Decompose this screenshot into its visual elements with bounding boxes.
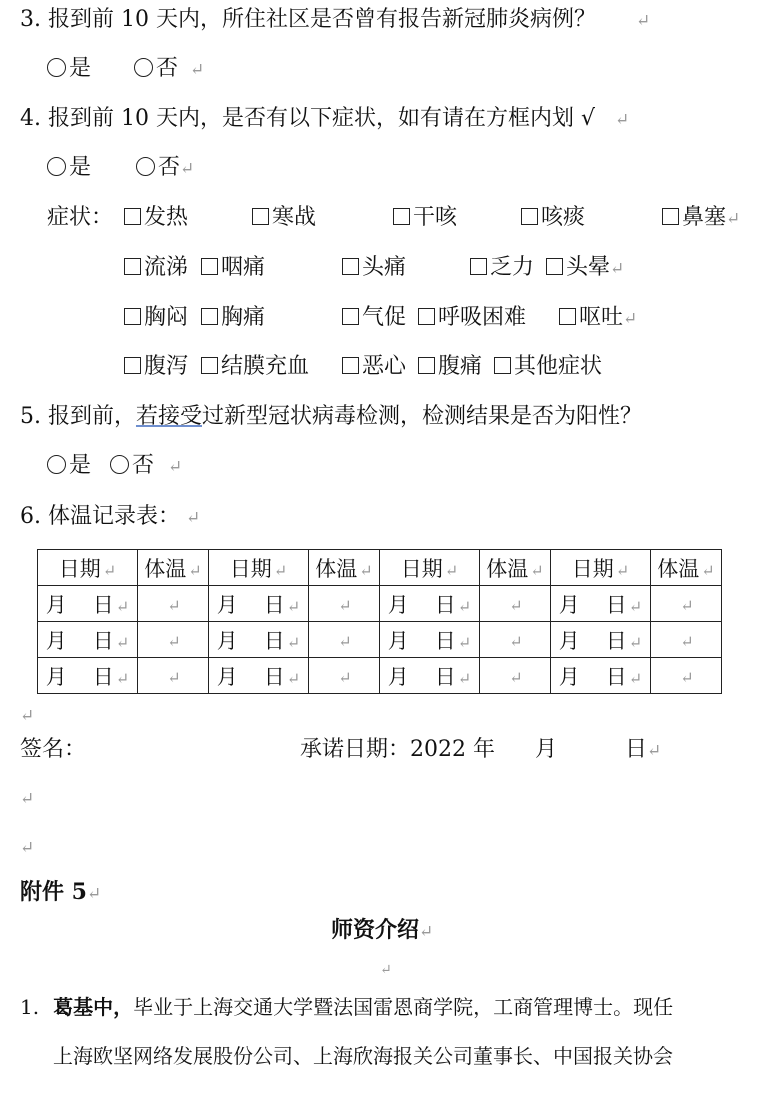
checkbox[interactable] — [342, 308, 359, 325]
promise-date: 承诺日期：2022 年 月 日↵ — [300, 737, 662, 762]
symptom-item[interactable] — [201, 352, 309, 382]
header-date: 日期 ↵ — [209, 550, 309, 586]
header-temp: 体温 ↵ — [138, 550, 209, 586]
date-cell[interactable]: 月 日 ↵ — [209, 586, 309, 622]
checkbox[interactable] — [662, 208, 679, 225]
symptom-item[interactable] — [418, 303, 526, 333]
bio-line-1 — [20, 992, 673, 1022]
option-no-label: 否 — [132, 453, 155, 478]
symptom-label: 腹痛 — [438, 354, 483, 379]
radio-no[interactable] — [134, 58, 153, 77]
checkbox[interactable] — [494, 357, 511, 374]
paragraph-mark: ↵ — [635, 11, 651, 31]
empty-paragraph: ↵ — [20, 789, 35, 809]
symptom-item[interactable] — [521, 203, 585, 233]
question-6 — [20, 502, 200, 533]
bio-text-1: 毕业于上海交通大学暨法国雷恩商学院，工商管理博士。现任 — [133, 995, 674, 1019]
paragraph-mark: ↵ — [623, 309, 638, 329]
temp-cell[interactable]: ↵ — [651, 586, 722, 622]
date-cell[interactable]: 月 日 ↵ — [380, 586, 480, 622]
bio-line-2 — [53, 1041, 673, 1071]
date-cell[interactable]: 月 日 ↵ — [551, 622, 651, 658]
symptom-label: 胸闷 — [144, 305, 189, 330]
symptom-item[interactable] — [342, 352, 406, 382]
symptom-item[interactable] — [662, 203, 740, 234]
temp-cell[interactable]: ↵ — [138, 586, 209, 622]
option-yes-label: 是 — [69, 56, 92, 81]
date-cell[interactable]: 月 日 ↵ — [551, 586, 651, 622]
bio-name: 葛基中， — [53, 995, 134, 1019]
symptom-item[interactable] — [342, 303, 406, 333]
empty-paragraph: ↵ — [20, 838, 35, 858]
symptom-label: 乏力 — [490, 255, 535, 280]
option-yes-label: 是 — [69, 453, 92, 478]
date-cell[interactable]: 月 日 ↵ — [38, 622, 138, 658]
symptom-label: 发热 — [144, 205, 189, 230]
symptom-item[interactable] — [342, 253, 406, 283]
symptom-label: 咳痰 — [541, 205, 586, 230]
symptom-item[interactable] — [124, 203, 188, 233]
question-4-text: 4. 报到前 10 天内，是否有以下症状，如有请在方框内划 √ — [20, 106, 595, 131]
symptom-label: 头痛 — [362, 255, 407, 280]
date-cell[interactable]: 月 日 ↵ — [551, 658, 651, 694]
symptom-item[interactable] — [418, 352, 482, 382]
question-5-suffix: 过新型冠状病毒检测，检测结果是否为阳性？ — [202, 404, 643, 429]
option-yes-label: 是 — [69, 155, 92, 180]
symptom-item[interactable] — [124, 253, 188, 283]
date-cell[interactable]: 月 日 ↵ — [38, 658, 138, 694]
checkbox[interactable] — [201, 308, 218, 325]
checkbox[interactable] — [559, 308, 576, 325]
paragraph-mark: ↵ — [614, 110, 630, 130]
symptoms-label: 症状： — [47, 205, 114, 230]
checkbox[interactable] — [342, 357, 359, 374]
paragraph-mark: ↵ — [726, 209, 741, 229]
symptom-item[interactable] — [494, 352, 602, 382]
paragraph-mark: ↵ — [610, 259, 625, 279]
symptom-label: 鼻塞 — [682, 205, 727, 230]
empty-paragraph: ↵ — [20, 706, 35, 726]
bio-number: 1. — [20, 995, 40, 1019]
header-date: 日期 ↵ — [380, 550, 480, 586]
table-row — [38, 658, 722, 694]
symptom-label: 其他症状 — [514, 354, 603, 379]
temp-cell[interactable]: ↵ — [480, 658, 551, 694]
header-date: 日期 ↵ — [551, 550, 651, 586]
radio-yes[interactable] — [47, 157, 66, 176]
symptom-label: 干咳 — [413, 205, 458, 230]
promise-date-day: 日 — [625, 737, 648, 762]
question-4-options — [47, 153, 194, 184]
paragraph-mark: ↵ — [185, 508, 201, 528]
checkbox[interactable] — [124, 208, 141, 225]
question-6-text: 6. 体温记录表： — [20, 504, 180, 529]
checkbox[interactable] — [470, 258, 487, 275]
checkbox[interactable] — [418, 357, 435, 374]
symptom-label: 结膜充血 — [221, 354, 310, 379]
question-3-text: 3. 报到前 10 天内，所住社区是否曾有报告新冠肺炎病例？ — [20, 7, 596, 32]
checkbox[interactable] — [393, 208, 410, 225]
symptom-item[interactable] — [201, 253, 265, 283]
temperature-table — [37, 549, 722, 694]
bio-text-2: 上海欧坚网络发展股份公司、上海欣海报关公司董事长、中国报关协会 — [53, 1044, 673, 1068]
symptom-item[interactable] — [201, 303, 265, 333]
symptom-label: 呕吐 — [579, 305, 624, 330]
checkbox[interactable] — [201, 357, 218, 374]
symptom-item[interactable] — [124, 352, 188, 382]
symptom-label: 腹泻 — [144, 354, 189, 379]
temp-cell[interactable]: ↵ — [309, 586, 380, 622]
temp-cell[interactable]: ↵ — [138, 622, 209, 658]
header-temp: 体温 ↵ — [480, 550, 551, 586]
question-5-underlined: 若接受 — [135, 404, 202, 429]
symptom-label: 恶心 — [362, 354, 407, 379]
checkbox[interactable] — [418, 308, 435, 325]
symptom-label: 头晕 — [566, 255, 611, 280]
date-cell[interactable]: 月 日 ↵ — [209, 622, 309, 658]
symptoms-row-1 — [47, 203, 113, 233]
paragraph-mark: ↵ — [190, 60, 205, 80]
radio-yes[interactable] — [47, 455, 66, 474]
checkbox[interactable] — [124, 308, 141, 325]
temp-cell[interactable]: ↵ — [480, 622, 551, 658]
temp-cell[interactable]: ↵ — [309, 658, 380, 694]
date-cell[interactable]: 月 日 ↵ — [380, 622, 480, 658]
promise-date-label: 承诺日期：2022 年 — [300, 737, 495, 762]
question-3-options — [47, 54, 204, 85]
radio-no[interactable] — [110, 455, 129, 474]
question-3 — [20, 5, 650, 36]
checkbox[interactable] — [546, 258, 563, 275]
symptom-label: 呼吸困难 — [438, 305, 527, 330]
date-cell[interactable]: 月 日 ↵ — [380, 658, 480, 694]
temp-cell[interactable]: ↵ — [651, 622, 722, 658]
option-no-label: 否 — [156, 56, 179, 81]
table-row — [38, 622, 722, 658]
symptom-item[interactable] — [124, 303, 188, 333]
symptom-label: 流涕 — [144, 255, 189, 280]
attachment-label: 附件 5↵ — [20, 879, 102, 905]
symptom-label: 气促 — [362, 305, 407, 330]
signature-label: 签名： — [20, 737, 87, 762]
symptom-label: 咽痛 — [221, 255, 266, 280]
question-5-options — [47, 451, 182, 482]
header-date: 日期 ↵ — [38, 550, 138, 586]
checkbox[interactable] — [201, 258, 218, 275]
paragraph-mark: ↵ — [180, 159, 195, 179]
symptom-item[interactable] — [470, 253, 534, 283]
symptom-item[interactable] — [393, 203, 457, 233]
header-temp: 体温 ↵ — [309, 550, 380, 586]
question-5-prefix: 5. 报到前， — [20, 404, 136, 429]
symptom-item[interactable] — [559, 303, 637, 334]
checkbox[interactable] — [124, 357, 141, 374]
symptom-label: 寒战 — [272, 205, 317, 230]
temp-cell[interactable]: ↵ — [480, 586, 551, 622]
table-row — [38, 586, 722, 622]
promise-date-month: 月 — [534, 737, 557, 762]
paragraph-mark: ↵ — [168, 457, 183, 477]
section-title: 师资介绍↵ — [331, 917, 434, 943]
checkbox[interactable] — [252, 208, 269, 225]
checkbox[interactable] — [521, 208, 538, 225]
checkbox[interactable] — [124, 258, 141, 275]
checkbox[interactable] — [342, 258, 359, 275]
temp-cell[interactable]: ↵ — [651, 658, 722, 694]
question-5 — [20, 402, 642, 432]
temp-cell[interactable]: ↵ — [138, 658, 209, 694]
question-4 — [20, 104, 629, 135]
date-cell[interactable]: 月 日 ↵ — [38, 586, 138, 622]
empty-paragraph: ↵ — [380, 962, 392, 978]
option-no-label: 否 — [158, 155, 181, 180]
symptom-item[interactable] — [252, 203, 316, 233]
radio-yes[interactable] — [47, 58, 66, 77]
symptom-item[interactable] — [546, 253, 624, 284]
header-temp: 体温 ↵ — [651, 550, 722, 586]
symptom-label: 胸痛 — [221, 305, 266, 330]
temp-cell[interactable]: ↵ — [309, 622, 380, 658]
date-cell[interactable]: 月 日 ↵ — [209, 658, 309, 694]
radio-no[interactable] — [136, 157, 155, 176]
table-header-row — [38, 550, 722, 586]
